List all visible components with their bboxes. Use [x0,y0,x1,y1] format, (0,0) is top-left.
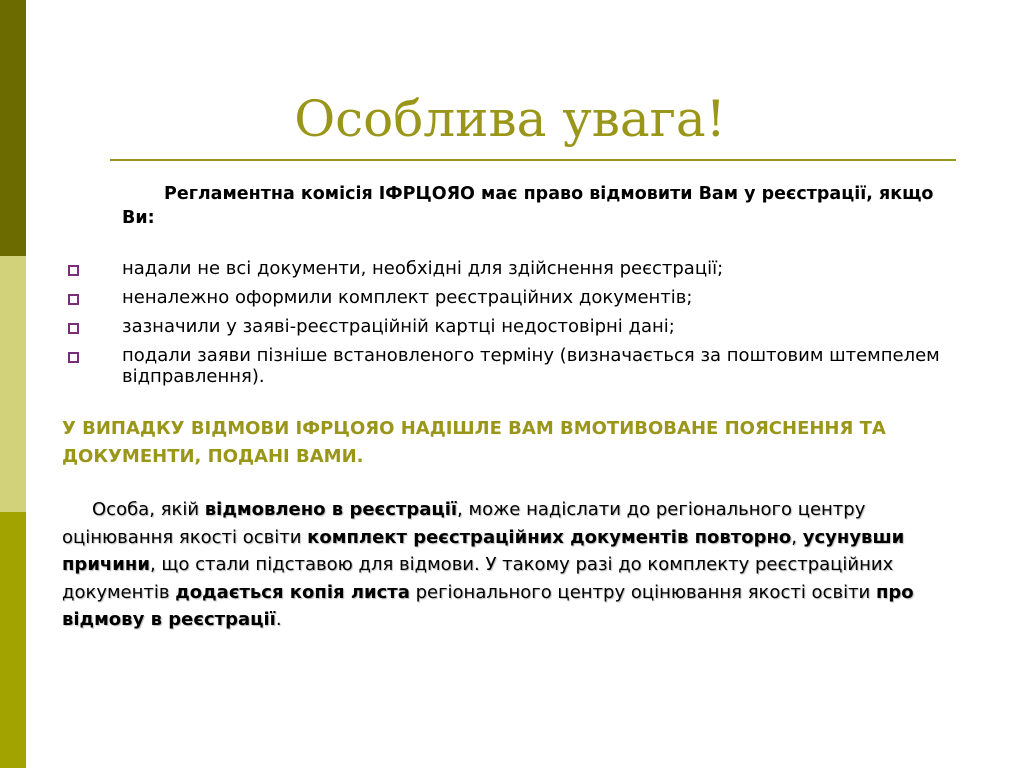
list-item-text: подали заяви пізніше встановленого терміну (визначається за поштовим штемпелем відправлення). [122,345,940,387]
slide-title: Особлива увага! [294,90,726,148]
paragraph-emphasis: комплект реєстраційних документів повторно [307,526,792,548]
list-item [60,287,940,308]
refusal-notice: У ВИПАДКУ ВІДМОВИ ІФРЦОЯО НАДІШЛЕ ВАМ ВМОТИВОВАНЕ ПОЯСНЕННЯ ТА ДОКУМЕНТИ, ПОДАНІ ВАМИ. [62,418,886,467]
hollow-square-icon [68,265,79,276]
list-item-text: надали не всі документи, необхідні для здійснення реєстрації; [122,258,724,279]
paragraph-text: , може надіслати до регіонального центру оцінювання якості освіти [62,499,866,548]
paragraph-emphasis: про відмову в реєстрації [62,581,914,630]
resubmission-paragraph [62,496,942,634]
title-underline [110,159,956,161]
paragraph-text: регіонального центру оцінювання якості освіти [409,581,876,603]
sidebar-segment-bottom [0,512,26,768]
reasons-list [60,258,940,395]
sidebar-segment-middle [0,256,26,512]
list-item [60,345,940,387]
sidebar-segment-top [0,0,26,256]
hollow-square-icon [68,323,79,334]
list-item [60,258,940,279]
paragraph-emphasis: відмовлено в реєстрації [204,499,458,520]
hollow-square-icon [68,294,79,305]
paragraph-emphasis: додається копія листа [175,581,410,603]
paragraph-text: . [275,609,282,630]
paragraph-text: , [791,526,803,548]
list-item-text: зазначили у заяві-реєстраційній картці недостовірні дані; [122,316,675,337]
hollow-square-icon [68,352,79,363]
paragraph-text: Особа, якій [92,499,205,520]
list-item-text: неналежно оформили комплект реєстраційних документів; [122,287,693,308]
decorative-sidebar [0,0,26,768]
paragraph-emphasis: усунувши причини [62,526,905,575]
intro-text: Регламентна комісія ІФРЦОЯО має право відмовити Вам у реєстрації, якщо Ви: [122,184,934,228]
list-item [60,316,940,337]
paragraph-text: , що стали підставою для відмови. У такому разі до комплекту реєстраційних документів [62,554,894,603]
